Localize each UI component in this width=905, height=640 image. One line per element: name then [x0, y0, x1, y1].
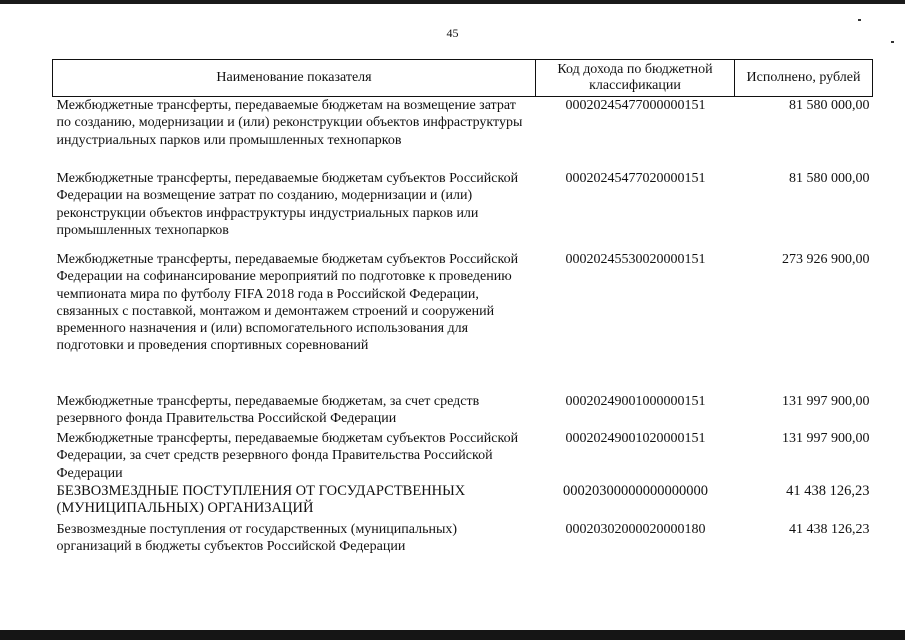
table-row — [53, 430, 873, 483]
row-indicator-name: Межбюджетные трансферты, передаваемые бюджетам субъектов Российской Федерации, за счет средств резервного фонда Правительства Российской Федерации — [56, 431, 519, 481]
scan-speck — [858, 19, 861, 21]
row-income-code: 00020300000000000000 — [563, 483, 708, 499]
row-executed-amount: 81 580 000,00 — [789, 98, 870, 113]
scan-bottom-edge — [0, 630, 905, 640]
row-income-code: 00020249001000000151 — [565, 394, 706, 409]
row-income-code: 00020245477020000151 — [565, 171, 706, 186]
row-executed-amount: 81 580 000,00 — [789, 171, 870, 186]
row-executed-amount: 41 438 126,23 — [786, 483, 870, 499]
budget-income-table — [52, 59, 873, 557]
row-income-code: 00020245530020000151 — [565, 252, 706, 267]
row-executed-amount: 41 438 126,23 — [789, 522, 870, 537]
header-indicator-name: Наименование показателя — [53, 60, 536, 97]
row-income-code: 00020249001020000151 — [565, 431, 706, 446]
row-indicator-name: Безвозмездные поступления от государственных (муниципальных) организаций в бюджеты субъектов Российской Федерации — [56, 522, 458, 555]
row-indicator-name: БЕЗВОЗМЕЗДНЫЕ ПОСТУПЛЕНИЯ ОТ ГОСУДАРСТВЕННЫХ (МУНИЦИПАЛЬНЫХ) ОРГАНИЗАЦИЙ — [56, 483, 466, 517]
row-indicator-name: Межбюджетные трансферты, передаваемые бюджетам субъектов Российской Федерации на софинансирование мероприятий по подготовке к проведению чемпионата мира по футболу FIFA 2018 года в Российской Федерации, связанных с поставкой, монтажом и демонтажем строений и сооружений временного назначения и (или) вспомогательного использования для подготовки и проведения спортивных соревнований — [56, 252, 519, 354]
page-number: 45 — [446, 26, 459, 40]
row-income-code: 00020245477000000151 — [565, 98, 706, 113]
table-row — [53, 97, 873, 171]
row-income-code: 00020302000020000180 — [565, 522, 706, 537]
header-executed-amount: Исполнено, рублей — [735, 60, 873, 97]
row-indicator-name: Межбюджетные трансферты, передаваемые бюджетам на возмещение затрат по созданию, модернизации и (или) реконструкции объектов инфраструктуры индустриальных парков или промышленных технопарков — [56, 98, 523, 148]
header-income-code: Код дохода по бюджетной классификации — [536, 60, 735, 97]
table-row — [53, 521, 873, 557]
row-executed-amount: 131 997 900,00 — [782, 431, 870, 446]
row-executed-amount: 131 997 900,00 — [782, 394, 870, 409]
table-row — [53, 483, 873, 521]
scan-speck — [891, 41, 894, 43]
row-indicator-name: Межбюджетные трансферты, передаваемые бюджетам субъектов Российской Федерации на возмещение затрат по созданию, модернизации и (или) реконструкции объектов инфраструктуры индустриальных парков или промышленных технопарков — [56, 171, 519, 238]
scan-top-edge — [0, 0, 905, 4]
table-row — [53, 251, 873, 393]
table-row — [53, 170, 873, 251]
row-indicator-name: Межбюджетные трансферты, передаваемые бюджетам, за счет средств резервного фонда Правительства Российской Федерации — [56, 394, 480, 427]
table-row — [53, 393, 873, 430]
table-header-row — [53, 60, 873, 97]
row-executed-amount: 273 926 900,00 — [782, 252, 870, 267]
